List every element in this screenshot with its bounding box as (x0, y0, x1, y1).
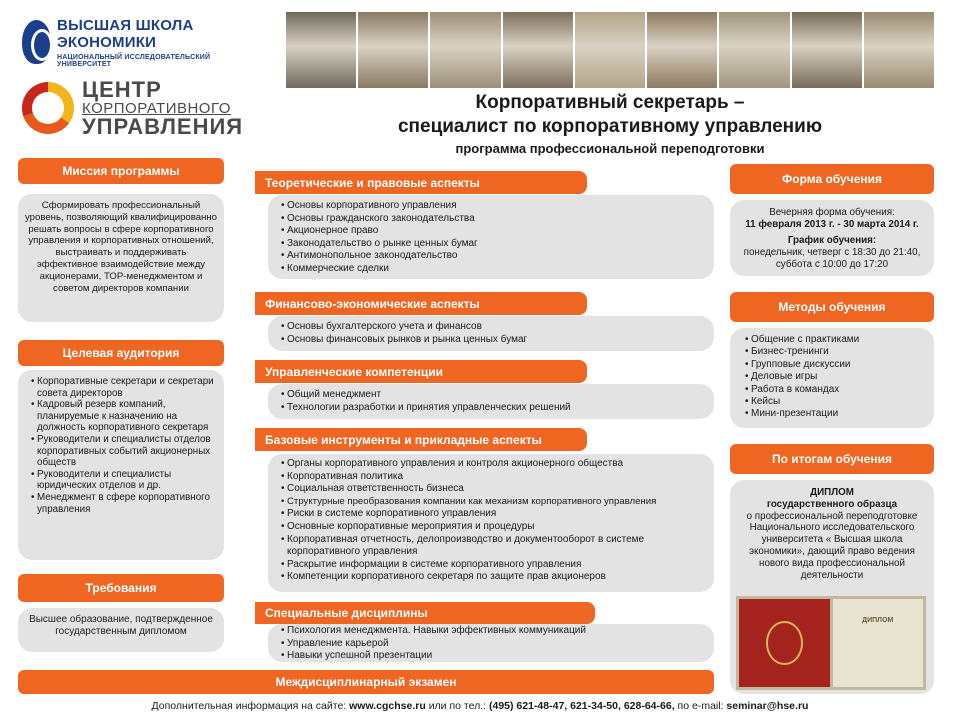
methods-item: • Общение с практиками (746, 334, 926, 346)
form-line1: Вечерняя форма обучения: (769, 207, 895, 218)
footer-email-prefix: по e-mail: (677, 700, 724, 712)
theory-item: • Законодательство о рынке ценных бумаг (282, 238, 704, 251)
requirements-box (18, 608, 224, 652)
theory-item: • Акционерное право (282, 225, 704, 238)
tools-item: • Социальная ответственность бизнеса (282, 483, 704, 496)
form-dates: 11 февраля 2013 г. - 30 марта 2014 г. (745, 219, 919, 230)
requirements-header: Требования (18, 574, 224, 602)
methods-item: • Мини-презентации (746, 408, 926, 420)
ccg-logo-line3: УПРАВЛЕНИЯ (82, 113, 244, 139)
hse-emblem-icon (22, 20, 51, 64)
page-subtitle: программа профессиональной переподготовки (455, 141, 765, 156)
form-box (730, 200, 934, 276)
schedule-text: понедельник, четверг с 18:30 до 21:40, суббота с 10:00 до 17:20 (743, 247, 921, 270)
special-item: • Психология менеджмента. Навыки эффективных коммуникаций (282, 625, 704, 638)
mgmt-box (268, 384, 714, 419)
audience-item: • Руководители и специалисты юридических отделов и др. (32, 469, 216, 492)
diploma-image-label: ДИПЛОМ (862, 617, 894, 624)
audience-header: Целевая аудитория (18, 340, 224, 366)
hse-logo-subtitle: НАЦИОНАЛЬНЫЙ ИССЛЕДОВАТЕЛЬСКИЙ УНИВЕРСИТЕТ (57, 53, 211, 68)
ccg-logo-line1: ЦЕНТР (82, 76, 162, 102)
diploma-title: ДИПЛОМ (810, 487, 854, 498)
tools-item: • Структурные преобразования компании как механизм корпоративного управления (282, 496, 704, 509)
event-photo (792, 12, 862, 88)
theory-item: • Антимонопольное законодательство (282, 250, 704, 263)
event-photo (358, 12, 428, 88)
finance-header: Финансово-экономические аспекты (255, 292, 587, 315)
requirements-text: Высшее образование, подтвержденное государственным дипломом (29, 614, 213, 638)
methods-item: • Групповые дискуссии (746, 359, 926, 371)
methods-item: • Бизнес-тренинги (746, 346, 926, 358)
form-header: Форма обучения (730, 164, 934, 194)
footer-phones: (495) 621-48-47, 621-34-50, 628-64-66, (488, 700, 675, 712)
ccg-logo (22, 72, 262, 144)
ccg-emblem-icon (22, 82, 74, 134)
tools-header: Базовые инструменты и прикладные аспекты (255, 428, 587, 451)
methods-item: • Деловые игры (746, 371, 926, 383)
mission-box (18, 194, 224, 322)
tools-item: • Риски в системе корпоративного управления (282, 508, 704, 521)
theory-item: • Коммерческие сделки (282, 263, 704, 276)
event-photo (503, 12, 573, 88)
audience-item: • Кадровый резерв компаний, планируемые к назначению на должность корпоративного секретаря (32, 399, 216, 434)
event-photo (430, 12, 500, 88)
mission-header: Миссия программы (18, 158, 224, 184)
hse-logo (22, 14, 262, 70)
diploma-cover (739, 599, 830, 687)
footer-email-link[interactable]: seminar@hse.ru (726, 700, 809, 712)
methods-item: • Кейсы (746, 396, 926, 408)
tools-item: • Компетенции корпоративного секретаря по защите прав акционеров (282, 571, 704, 584)
mgmt-item: • Технологии разработки и принятия управленческих решений (282, 402, 704, 415)
footer-site-link[interactable]: www.cgchse.ru (349, 700, 426, 712)
diploma-text: о профессиональной переподготовке Национального исследовательского университета « Высшая школа экономики», дающий право ведения нового вида профессиональной деятельности (746, 510, 918, 581)
special-box (268, 624, 714, 662)
special-header: Специальные дисциплины (255, 602, 595, 624)
schedule-title: График обучения: (787, 235, 877, 246)
footer-prefix: Дополнительная информация на сайте: (151, 700, 347, 712)
event-photo (286, 12, 356, 88)
diploma-page (833, 599, 924, 687)
theory-header: Теоретические и правовые аспекты (255, 171, 587, 194)
tools-item: • Корпоративная отчетность, делопроизводство и документооборот в системе корпоративного управления (282, 534, 704, 559)
ccg-logo-line2: КОРПОРАТИВНОГО (82, 99, 231, 117)
event-photo (647, 12, 717, 88)
page-title-line1: Корпоративный секретарь – (475, 92, 745, 113)
methods-box (730, 328, 934, 428)
tools-item: • Раскрытие информации в системе корпоративного управления (282, 559, 704, 572)
footer-mid: или по тел.: (428, 700, 487, 712)
audience-item: • Менеджмент в сфере корпоративного управления (32, 492, 216, 515)
footer (0, 700, 960, 712)
tools-item: • Органы корпоративного управления и контроля акционерного общества (282, 458, 704, 471)
photo-strip (286, 12, 934, 88)
special-item: • Управление карьерой (282, 638, 704, 651)
theory-item: • Основы корпоративного управления (282, 200, 704, 213)
exam-header: Междисциплинарный экзамен (18, 670, 714, 694)
finance-box (268, 316, 714, 351)
event-photo (719, 12, 789, 88)
diploma-image (736, 596, 926, 690)
mgmt-header: Управленческие компетенции (255, 360, 587, 383)
tools-box (268, 454, 714, 592)
audience-box (18, 370, 224, 560)
audience-item: • Корпоративные секретари и секретари совета директоров (32, 376, 216, 399)
theory-item: • Основы гражданского законодательства (282, 213, 704, 226)
results-header: По итогам обучения (730, 444, 934, 474)
tools-item: • Основные корпоративные мероприятия и процедуры (282, 521, 704, 534)
audience-item: • Руководители и специалисты отделов корпоративных событий акционерных обществ (32, 434, 216, 469)
event-photo (575, 12, 645, 88)
theory-box (268, 195, 714, 279)
tools-item: • Корпоративная политика (282, 471, 704, 484)
methods-header: Методы обучения (730, 292, 934, 322)
mission-text: Сформировать профессиональный уровень, позволяющий квалифицированно решать вопросы в сфере корпоративного управления и корпоративных отношений, выстраивать и поддерживать эффективное взаимодействие между акционерами, ТОР-менеджментом и советом директоров компании (24, 200, 218, 294)
event-photo (864, 12, 934, 88)
finance-item: • Основы финансовых рынков и рынка ценных бумаг (282, 334, 704, 347)
mgmt-item: • Общий менеджмент (282, 389, 704, 402)
finance-item: • Основы бухгалтерского учета и финансов (282, 321, 704, 334)
diploma-subtitle: государственного образца (766, 498, 898, 510)
page-title-line2: специалист по корпоративному управлению (397, 116, 823, 137)
methods-item: • Работа в командах (746, 384, 926, 396)
hse-logo-title: ВЫСШАЯ ШКОЛА ЭКОНОМИКИ (57, 16, 194, 51)
special-item: • Навыки успешной презентации (282, 650, 704, 663)
